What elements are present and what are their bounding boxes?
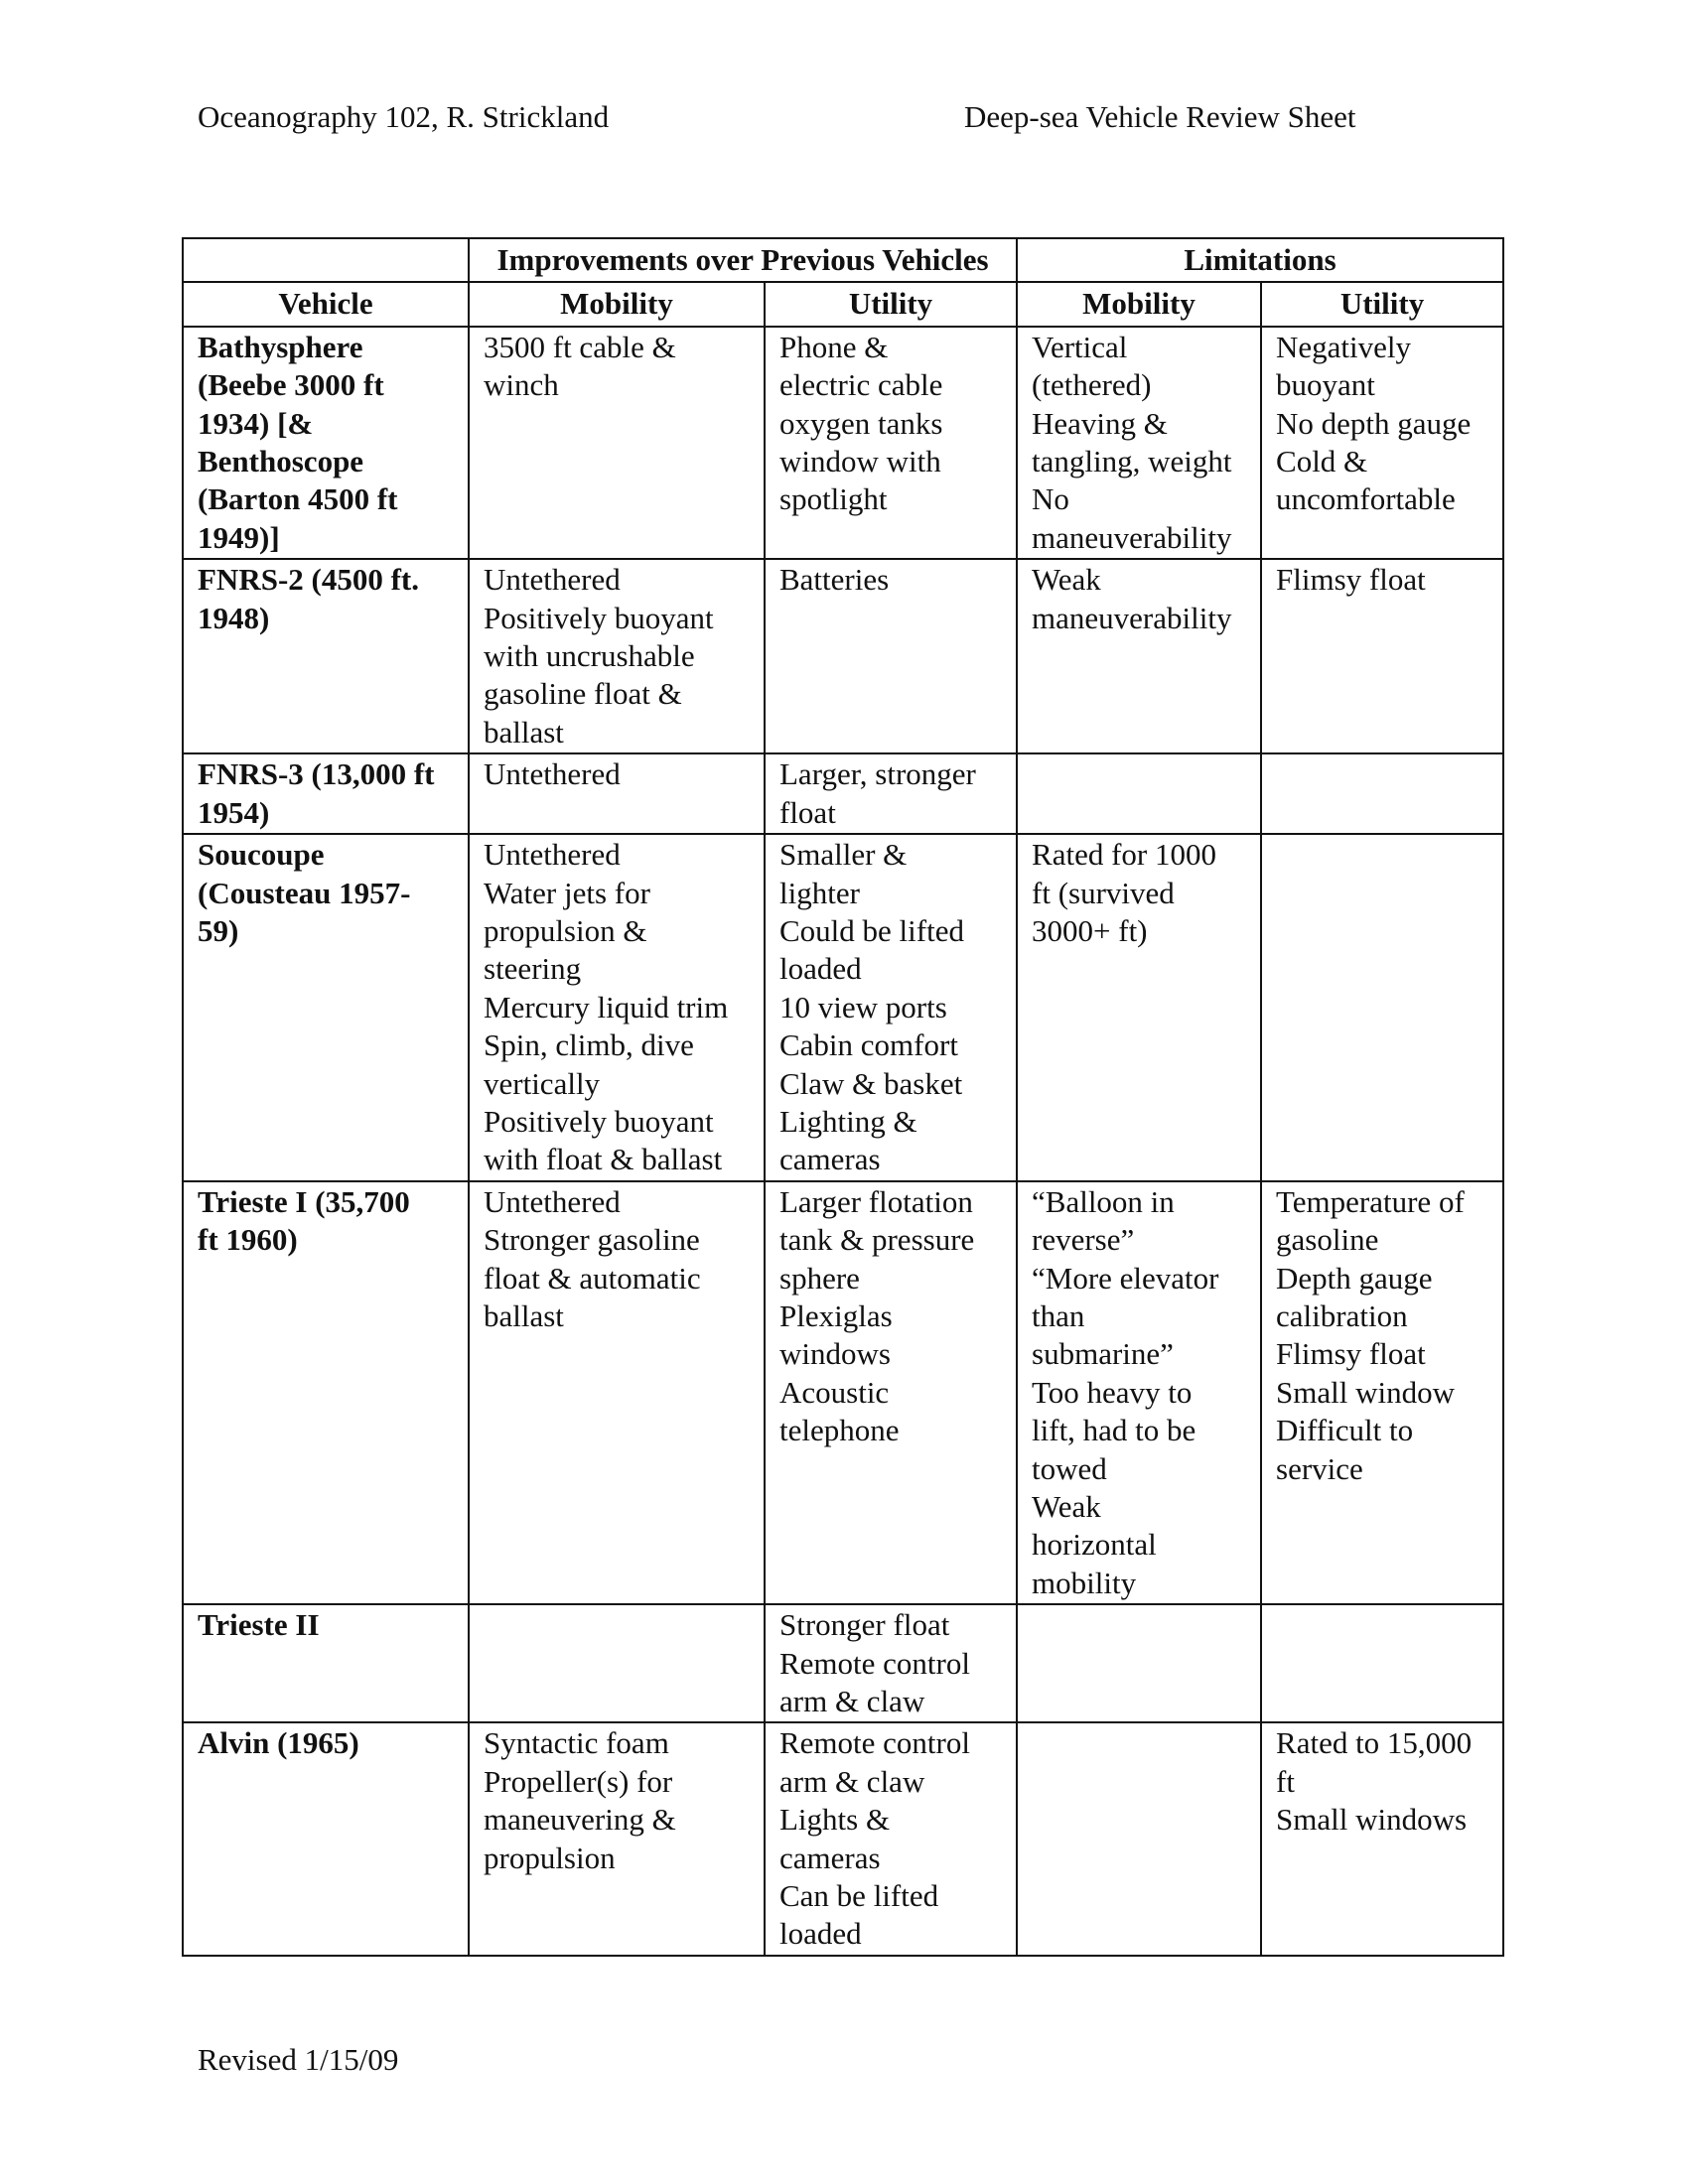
cell-line: Untethered [484, 837, 621, 873]
cell-line: lift, had to be [1032, 1413, 1196, 1448]
cell-line: Claw & basket [779, 1065, 963, 1101]
cell-line: tank & pressure [779, 1222, 975, 1258]
improvement-mobility-cell [469, 559, 765, 753]
limitation-utility-cell [1261, 1181, 1503, 1604]
cell-line: maneuverability [1032, 519, 1232, 555]
cell-line: Stronger gasoline [484, 1222, 700, 1258]
cell-line: electric cable [779, 367, 943, 403]
limitation-utility-cell [1261, 834, 1503, 1181]
cell-line: “Balloon in [1032, 1183, 1175, 1219]
cell-line: Stronger float [779, 1607, 950, 1643]
improvement-utility-cell [765, 559, 1017, 753]
cell-line: Mercury liquid trim [484, 989, 729, 1024]
improvement-mobility-cell [469, 753, 765, 834]
cell-line: 3000+ ft) [1032, 912, 1148, 948]
cell-line: steering [484, 951, 582, 987]
empty-corner-cell [183, 238, 469, 282]
cell-line: FNRS-3 (13,000 ft [198, 756, 435, 792]
improvement-utility-cell [765, 1722, 1017, 1955]
limitation-mobility-cell [1017, 559, 1261, 753]
cell-line: Syntactic foam [484, 1725, 669, 1761]
cell-line: than [1032, 1297, 1085, 1333]
cell-line: (tethered) [1032, 367, 1152, 403]
cell-line: (Cousteau 1957- [198, 875, 411, 910]
cell-line: Temperature of [1276, 1183, 1465, 1219]
cell-line: 1954) [198, 794, 270, 830]
cell-line: service [1276, 1450, 1363, 1486]
revision-footer: Revised 1/15/09 [198, 2042, 399, 2077]
cell-line: Depth gauge [1276, 1260, 1433, 1296]
column-header-improvement-utility: Utility [765, 282, 1017, 326]
improvement-mobility-cell [469, 1604, 765, 1722]
cell-line: gasoline [1276, 1222, 1379, 1258]
cell-line: uncomfortable [1276, 481, 1456, 517]
cell-line: Difficult to [1276, 1413, 1414, 1448]
cell-line: No [1032, 481, 1069, 517]
cell-line: arm & claw [779, 1684, 925, 1719]
cell-line: Soucoupe [198, 837, 325, 873]
vehicle-cell [183, 1604, 469, 1722]
cell-line: 1934) [& [198, 405, 314, 441]
cell-line: Benthoscope [198, 444, 364, 479]
cell-line: winch [484, 367, 559, 403]
cell-line: 3500 ft cable & [484, 329, 676, 364]
cell-line: Propeller(s) for [484, 1763, 673, 1799]
cell-line: cameras [779, 1840, 881, 1875]
cell-line: with uncrushable [484, 638, 695, 674]
cell-line: Water jets for [484, 875, 650, 910]
cell-line: Weak [1032, 1489, 1101, 1524]
cell-line: propulsion [484, 1840, 616, 1875]
cell-line: mobility [1032, 1565, 1137, 1600]
cell-line: ballast [484, 1297, 564, 1333]
cell-line: Cold & [1276, 444, 1368, 479]
cell-line: telephone [779, 1413, 900, 1448]
improvement-utility-cell [765, 834, 1017, 1181]
cell-line: towed [1032, 1450, 1107, 1486]
cell-line: ballast [484, 714, 564, 750]
cell-line: Plexiglas [779, 1297, 893, 1333]
header-sheet-title: Deep-sea Vehicle Review Sheet [964, 99, 1356, 134]
cell-line: loaded [779, 951, 862, 987]
improvement-utility-cell [765, 1604, 1017, 1722]
vehicle-cell [183, 1722, 469, 1955]
improvement-mobility-cell [469, 327, 765, 559]
cell-line: ft [1276, 1763, 1295, 1799]
cell-line: Larger, stronger [779, 756, 976, 792]
improvements-group-header: Improvements over Previous Vehicles [469, 238, 1017, 282]
cell-line: lighter [779, 875, 860, 910]
cell-line: Could be lifted [779, 912, 964, 948]
cell-line: loaded [779, 1916, 862, 1952]
cell-line: Trieste I (35,700 [198, 1183, 410, 1219]
cell-line: No depth gauge [1276, 405, 1472, 441]
cell-line: Flimsy float [1276, 562, 1426, 598]
cell-line: Spin, climb, dive [484, 1027, 694, 1063]
cell-line: ft 1960) [198, 1222, 298, 1258]
limitation-mobility-cell [1017, 834, 1261, 1181]
column-header-limitation-utility: Utility [1261, 282, 1503, 326]
improvement-mobility-cell [469, 1181, 765, 1604]
cell-line: horizontal [1032, 1527, 1157, 1563]
group-header-row [183, 238, 1503, 282]
cell-line: Larger flotation [779, 1183, 973, 1219]
cell-line: Lights & [779, 1802, 891, 1838]
cell-line: Too heavy to [1032, 1374, 1193, 1410]
improvement-utility-cell [765, 1181, 1017, 1604]
vehicle-cell [183, 559, 469, 753]
cell-line: maneuverability [1032, 600, 1232, 635]
cell-line: float [779, 794, 836, 830]
cell-line: calibration [1276, 1297, 1408, 1333]
cell-line: Heaving & [1032, 405, 1168, 441]
cell-line: Flimsy float [1276, 1336, 1426, 1372]
table-row [183, 834, 1503, 1181]
cell-line: vertically [484, 1065, 601, 1101]
cell-line: Can be lifted [779, 1878, 939, 1914]
cell-line: Smaller & [779, 837, 908, 873]
header-course-title: Oceanography 102, R. Strickland [198, 99, 610, 134]
cell-line: Rated to 15,000 [1276, 1725, 1473, 1761]
cell-line: “More elevator [1032, 1260, 1219, 1296]
cell-line: maneuvering & [484, 1802, 676, 1838]
cell-line: Trieste II [198, 1607, 320, 1643]
column-header-limitation-mobility: Mobility [1017, 282, 1261, 326]
limitation-utility-cell [1261, 1604, 1503, 1722]
cell-line: 1948) [198, 600, 270, 635]
cell-line: arm & claw [779, 1763, 925, 1799]
table-body [183, 327, 1503, 1956]
limitation-mobility-cell [1017, 327, 1261, 559]
cell-line: (Barton 4500 ft [198, 481, 398, 517]
limitation-mobility-cell [1017, 1604, 1261, 1722]
limitations-group-header: Limitations [1017, 238, 1503, 282]
table-row [183, 1181, 1503, 1604]
cell-line: Small window [1276, 1374, 1455, 1410]
cell-line: Remote control [779, 1645, 970, 1681]
column-header-vehicle: Vehicle [183, 282, 469, 326]
cell-line: with float & ballast [484, 1142, 723, 1177]
cell-line: sphere [779, 1260, 860, 1296]
vehicle-review-table [182, 237, 1504, 1957]
column-header-improvement-mobility: Mobility [469, 282, 765, 326]
cell-line: oxygen tanks [779, 405, 943, 441]
table-row [183, 753, 1503, 834]
vehicle-cell [183, 753, 469, 834]
improvement-utility-cell [765, 753, 1017, 834]
cell-line: Untethered [484, 1183, 621, 1219]
cell-line: Alvin (1965) [198, 1725, 359, 1761]
cell-line: ft (survived [1032, 875, 1175, 910]
vehicle-cell [183, 1181, 469, 1604]
vehicle-cell [183, 327, 469, 559]
cell-line: (Beebe 3000 ft [198, 367, 384, 403]
improvement-mobility-cell [469, 834, 765, 1181]
cell-line: spotlight [779, 481, 888, 517]
cell-line: gasoline float & [484, 676, 682, 712]
cell-line: Batteries [779, 562, 890, 598]
cell-line: Rated for 1000 [1032, 837, 1216, 873]
vehicle-cell [183, 834, 469, 1181]
column-header-row [183, 282, 1503, 326]
cell-line: tangling, weight [1032, 444, 1232, 479]
cell-line: float & automatic [484, 1260, 701, 1296]
cell-line: Small windows [1276, 1802, 1468, 1838]
cell-line: window with [779, 444, 941, 479]
limitation-mobility-cell [1017, 1181, 1261, 1604]
cell-line: Bathysphere [198, 329, 363, 364]
cell-line: propulsion & [484, 912, 647, 948]
cell-line: submarine” [1032, 1336, 1174, 1372]
cell-line: Remote control [779, 1725, 970, 1761]
cell-line: Positively buoyant [484, 600, 714, 635]
cell-line: 59) [198, 912, 239, 948]
cell-line: FNRS-2 (4500 ft. [198, 562, 419, 598]
limitation-mobility-cell [1017, 753, 1261, 834]
table-row [183, 559, 1503, 753]
cell-line: cameras [779, 1142, 881, 1177]
cell-line: buoyant [1276, 367, 1375, 403]
cell-line: Untethered [484, 562, 621, 598]
cell-line: Untethered [484, 756, 621, 792]
cell-line: Negatively [1276, 329, 1412, 364]
cell-line: 10 view ports [779, 989, 947, 1024]
cell-line: reverse” [1032, 1222, 1135, 1258]
cell-line: Vertical [1032, 329, 1128, 364]
limitation-utility-cell [1261, 327, 1503, 559]
cell-line: Phone & [779, 329, 889, 364]
limitation-utility-cell [1261, 753, 1503, 834]
cell-line: Weak [1032, 562, 1101, 598]
table-row [183, 1722, 1503, 1955]
limitation-utility-cell [1261, 559, 1503, 753]
cell-line: Cabin comfort [779, 1027, 958, 1063]
limitation-utility-cell [1261, 1722, 1503, 1955]
improvement-utility-cell [765, 327, 1017, 559]
cell-line: Acoustic [779, 1374, 890, 1410]
cell-line: windows [779, 1336, 891, 1372]
cell-line: 1949)] [198, 519, 280, 555]
limitation-mobility-cell [1017, 1722, 1261, 1955]
improvement-mobility-cell [469, 1722, 765, 1955]
cell-line: Positively buoyant [484, 1103, 714, 1139]
cell-line: Lighting & [779, 1103, 917, 1139]
table-row [183, 1604, 1503, 1722]
table-row [183, 327, 1503, 559]
